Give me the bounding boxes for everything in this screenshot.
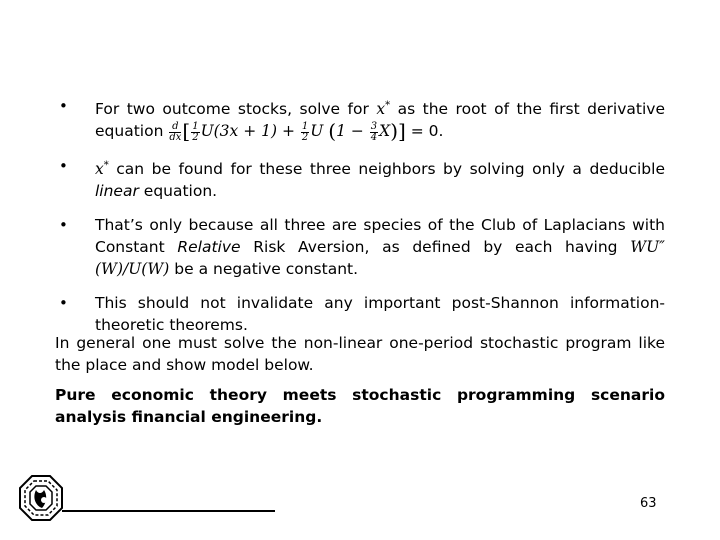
bullet-text: as the root of the first derivative equation (95, 100, 666, 141)
bullet-dot: • (59, 97, 68, 115)
risk-aversion-formula: WU″(W)/U(W) (95, 237, 665, 278)
body-paragraph: In general one must solve the non-linear one-period stochastic program like the place and show model below. (55, 334, 665, 374)
bullet-item (55, 155, 665, 202)
derivative-equation: $\frac{d}{dx}$ [ $\frac{1}{2}$ U(3x + 1) + $\frac{1}{2}$ U (1 − $\frac{3}{4}$ X)] (169, 119, 406, 144)
equation-end: = 0. (410, 122, 444, 141)
bullet-dot: • (59, 293, 68, 312)
bullet-text: Risk Aversion, as defined by each having (253, 237, 618, 256)
bullet-item (55, 214, 665, 280)
bullet-text: be a negative constant. (174, 259, 359, 278)
emphasis-text: linear (95, 181, 139, 200)
bullet-text: This should not invalidate any important post-Shannon information-theoretic theorems. (95, 293, 665, 334)
bullet-dot: • (59, 156, 68, 175)
bullet-dot: • (59, 215, 68, 234)
math-xstar: x* (376, 100, 391, 119)
math-xstar: x* (95, 159, 109, 178)
emphasis-text: Relative (177, 237, 241, 256)
bullet-item (55, 292, 665, 336)
bullet-text: For two outcome stocks, solve for (95, 100, 369, 119)
page-number: 63 (640, 496, 657, 511)
bagua-logo-icon (18, 474, 64, 522)
bullet-text: can be found for these three neighbors by solving only a deducible (116, 159, 665, 178)
bold-paragraph: Pure economic theory meets stochastic programming scenario analysis financial engineering. (55, 386, 665, 426)
footer-rule (62, 510, 275, 512)
bullet-text: That’s only because all three are species of the Club of Laplacians with Constant (95, 215, 665, 256)
bullet-text: equation. (143, 181, 218, 200)
bullet-item (55, 95, 665, 143)
bullet-list (55, 95, 665, 348)
